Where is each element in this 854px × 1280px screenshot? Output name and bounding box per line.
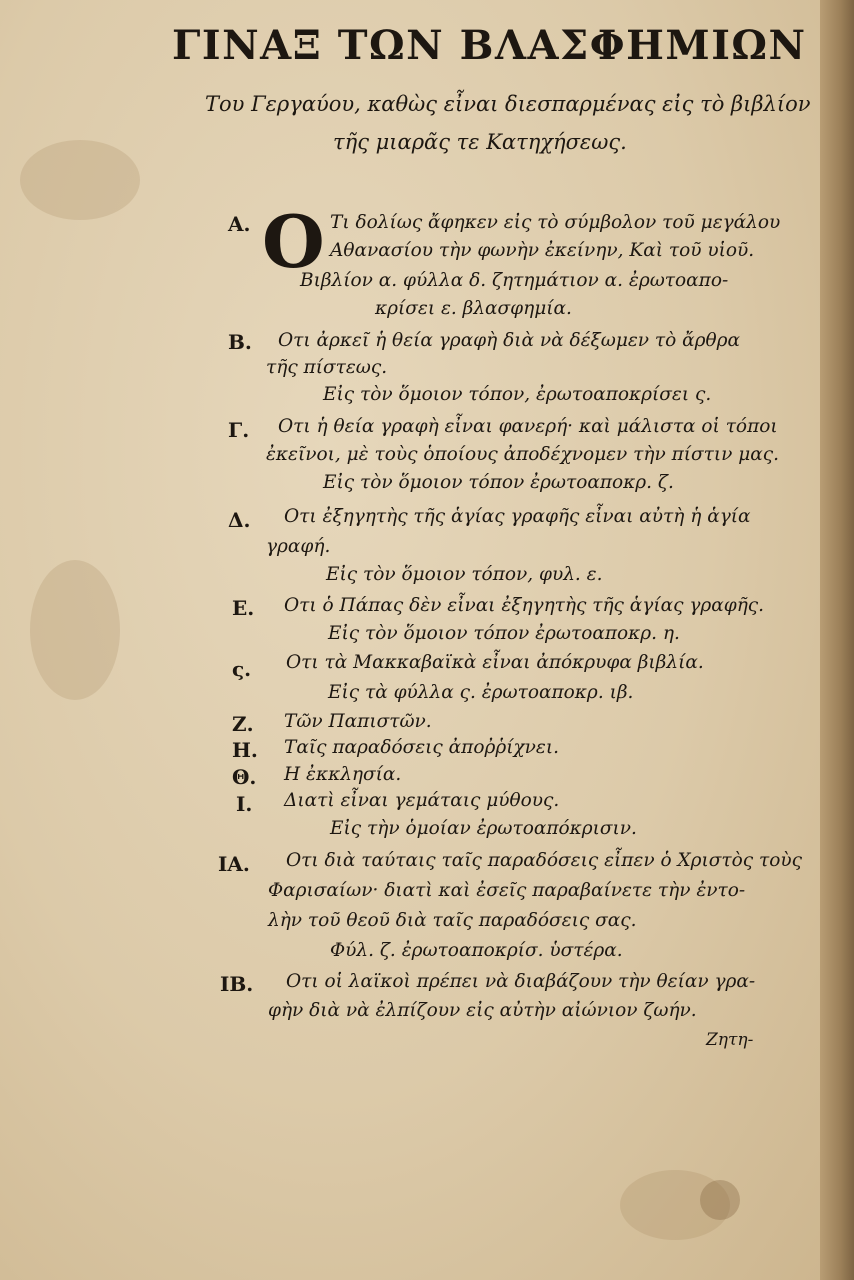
entry-label-h: Η. xyxy=(232,738,258,762)
paper-stain xyxy=(20,140,140,220)
entry-z-line-1: Τῶν Παπιστῶν. xyxy=(284,711,432,732)
entry-theta-line-1: Η ἐκκλησία. xyxy=(284,764,402,785)
entry-d-line-1: Οτι ἐξηγητὴς τῆς ἁγίας γραφῆς εἶναι αὐτὴ ἡ ἁγία xyxy=(284,506,751,527)
catchword: Ζητη- xyxy=(706,1030,754,1050)
entry-d-line-3: Εἰς τὸν ὅμοιον τόπον, φυλ. ε. xyxy=(326,564,603,585)
entry-h-line-1: Ταῖς παραδόσεις ἀποῤῥίχνει. xyxy=(284,737,559,758)
entry-label-d: Δ. xyxy=(228,508,251,532)
entry-a-line-1: Τι δολίως ἄφηκεν εἰς τὸ σύμβολον τοῦ μεγάλου xyxy=(330,212,781,233)
entry-label-stigma: ς. xyxy=(232,657,252,681)
entry-b-line-3: Εἰς τὸν ὅμοιον τόπον, ἐρωτοαποκρίσει ς. xyxy=(323,384,712,405)
entry-ia-line-2: Φαρισαίων· διατὶ καὶ ἐσεῖς παραβαίνετε τὴν ἐντο- xyxy=(268,880,746,901)
entry-label-ib: ΙΒ. xyxy=(220,972,254,996)
entry-label-ia: ΙΑ. xyxy=(218,852,250,876)
page-gutter xyxy=(820,0,854,1280)
entry-label-i: Ι. xyxy=(236,792,253,816)
entry-a-line-4: κρίσει ε. βλασφημία. xyxy=(375,298,572,319)
entry-ia-line-1: Οτι διὰ ταύταις ταῖς παραδόσεις εἶπεν ὁ Χριστὸς τοὺς xyxy=(286,850,803,871)
entry-e-line-2: Εἰς τὸν ὅμοιον τόπον ἐρωτοαποκρ. η. xyxy=(328,623,680,644)
page-subtitle: Του Γεργαύου, καθὼς εἶναι διεσπαρμένας εἰς τὸ βιβλίον xyxy=(205,92,811,116)
entry-d-line-2: γραφή. xyxy=(266,536,331,557)
entry-i-line-1: Διατὶ εἶναι γεμάταις μύθους. xyxy=(284,790,560,811)
entry-label-a: Α. xyxy=(228,212,251,236)
entry-c-line-3: Εἰς τὸν ὅμοιον τόπον ἐρωτοαποκρ. ζ. xyxy=(323,472,674,493)
entry-ia-line-3: λὴν τοῦ θεοῦ διὰ ταῖς παραδόσεις σας. xyxy=(268,910,637,931)
entry-c-line-2: ἐκεῖνοι, μὲ τοὺς ὁποίους ἀποδέχνομεν τὴν πίστιν μας. xyxy=(266,444,780,465)
drop-cap-letter: O xyxy=(262,199,325,284)
entry-stigma-line-2: Εἰς τὰ φύλλα ς. ἐρωτοαποκρ. ιβ. xyxy=(328,682,634,703)
entry-e-line-1: Οτι ὁ Πάπας δὲν εἶναι ἐξηγητὴς τῆς ἁγίας γραφῆς. xyxy=(284,595,765,616)
entry-label-e: Ε. xyxy=(232,596,255,620)
paper-stain xyxy=(700,1180,740,1220)
entry-a-line-3: Βιβλίον α. φύλλα δ. ζητημάτιον α. ἐρωτοαπο- xyxy=(300,270,729,291)
entry-a-line-2: Αθανασίου τὴν φωνὴν ἐκείνην, Καὶ τοῦ υἱοῦ. xyxy=(330,240,755,261)
page-subtitle-2: τῆς μιαρᾶς τε Κατηχήσεως. xyxy=(333,130,627,154)
entry-i-line-2: Εἰς τὴν ὁμοίαν ἐρωτοαπόκρισιν. xyxy=(330,818,637,839)
entry-ib-line-2: φὴν διὰ νὰ ἐλπίζουν εἰς αὐτὴν αἰώνιον ζωήν. xyxy=(268,1000,697,1021)
entry-label-z: Ζ. xyxy=(232,712,254,736)
entry-label-theta: Θ. xyxy=(232,765,257,789)
entry-stigma-line-1: Οτι τὰ Μακκαβαϊκὰ εἶναι ἀπόκρυφα βιβλία. xyxy=(286,652,704,673)
entry-label-b: Β. xyxy=(228,330,252,354)
entry-c-line-1: Οτι ἡ θεία γραφὴ εἶναι φανερή· καὶ μάλιστα οἱ τόποι xyxy=(278,416,778,437)
paper-stain xyxy=(30,560,120,700)
entry-b-line-1: Οτι ἀρκεῖ ἡ θεία γραφὴ διὰ νὰ δέξωμεν τὸ ἄρθρα xyxy=(278,330,741,351)
entry-ib-line-1: Οτι οἱ λαϊκοὶ πρέπει νὰ διαβάζουν τὴν θείαν γρα- xyxy=(286,971,756,992)
entry-label-c: Γ. xyxy=(228,418,250,442)
entry-b-line-2: τῆς πίστεως. xyxy=(266,357,388,378)
page-title: ΓΙΝΑΞ ΤΩΝ ΒΛΑΣΦΗΜΙΩΝ xyxy=(172,22,807,69)
entry-ia-line-4: Φύλ. ζ. ἐρωτοαποκρίσ. ὑστέρα. xyxy=(330,940,623,961)
